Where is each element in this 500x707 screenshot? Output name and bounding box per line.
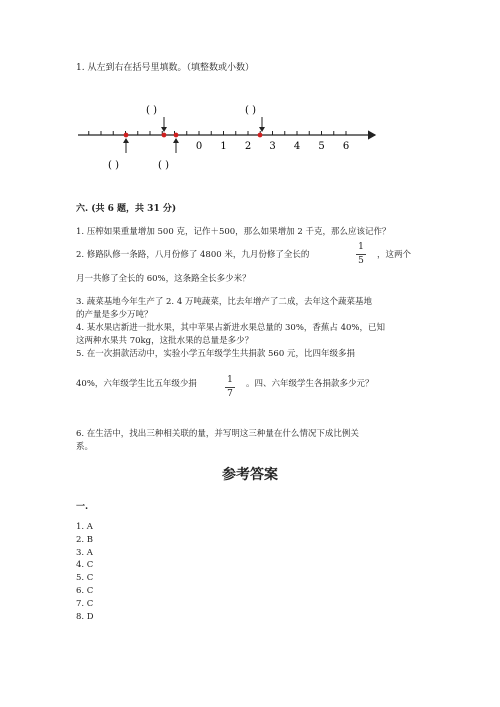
answer-item: 3. A	[76, 547, 93, 558]
question-5-part2: 。四、六年级学生各捐款多少元？	[246, 379, 374, 389]
question-2-part2: ，这两个	[377, 250, 412, 260]
answer-item: 4. C	[76, 560, 94, 571]
answer-item: 6. C	[76, 585, 94, 596]
answer-item: 1. A	[76, 522, 93, 532]
answer-list	[76, 522, 94, 624]
answer-item: 8. D	[76, 611, 94, 622]
tick-label: 0	[195, 141, 203, 152]
red-point-a	[124, 133, 129, 138]
question-2-part1: 2. 修路队修一条路，八月份修了 4800 米，九月份修了全长的	[76, 250, 310, 260]
blank-top-left: ( )	[146, 105, 157, 116]
number-line-diagram	[70, 95, 385, 185]
red-point-b	[162, 133, 167, 138]
section-six-heading: 六. (共 6 题，共 31 分)	[76, 204, 177, 214]
question-5-line1: 5. 在一次捐款活动中，实验小学五年级学生共捐款 560 元，比四年级多捐	[76, 349, 355, 359]
tick-label: 3	[269, 141, 276, 152]
up-arrow-icon	[123, 138, 129, 153]
fraction-numerator: 1	[358, 242, 364, 252]
answers-section-label: 一.	[76, 502, 89, 512]
answer-item: 7. C	[76, 598, 94, 609]
question-3-line1: 3. 蔬菜基地今年生产了 2. 4 万吨蔬菜，比去年增产了二成，去年这个蔬菜基地	[76, 297, 372, 307]
fraction-denominator: 7	[227, 389, 233, 399]
question-5-fraction	[223, 375, 237, 400]
question-4-line2: 这两种水果共 70kg，这批水果的总量是多少？	[76, 336, 254, 346]
answer-item: 2. B	[76, 534, 94, 545]
tick-label: 4	[293, 141, 301, 152]
question-1: 1. 压榨如果重量增加 500 克，记作＋500，那么如果增加 2 千克，那么应该记作？	[76, 227, 391, 237]
red-point-c	[174, 133, 179, 138]
tick-labels	[196, 141, 349, 152]
answer-item: 5. C	[76, 573, 94, 584]
question-2-line2: 月一共修了全长的 60%，这条路全长多少米？	[76, 274, 251, 284]
q1-instruction: 1. 从左到右在括号里填数。（填整数或小数）	[76, 63, 254, 73]
tick-label: 6	[342, 141, 350, 152]
tick-label: 2	[244, 141, 252, 152]
tick-label: 1	[220, 141, 227, 152]
down-arrow-icon	[259, 117, 265, 132]
question-4-line1: 4. 某水果店新进一批水果，其中苹果占新进水果总量的 30%，香蕉占 40%，已知	[76, 323, 386, 333]
blank-bottom-right: ( )	[158, 160, 169, 171]
down-arrow-icon	[161, 117, 167, 132]
blank-top-right: ( )	[245, 105, 256, 116]
answers-title: 参考答案	[222, 467, 278, 483]
fraction-numerator: 1	[227, 375, 233, 385]
question-3-line2: 的产量是多少万吨？	[76, 310, 153, 320]
fraction-denominator: 5	[358, 256, 364, 266]
question-5-part1: 40%，六年级学生比五年级少捐	[76, 379, 197, 389]
blank-bottom-left: ( )	[108, 160, 119, 171]
question-6-line2: 系。	[76, 442, 94, 452]
up-arrow-icon	[173, 138, 179, 153]
red-point-d	[258, 133, 263, 138]
tick-label: 5	[318, 141, 325, 152]
question-2-fraction	[354, 242, 368, 267]
question-6-line1: 6. 在生活中，找出三种相关联的量，并写明这三种量在什么情况下成比例关	[76, 429, 359, 439]
